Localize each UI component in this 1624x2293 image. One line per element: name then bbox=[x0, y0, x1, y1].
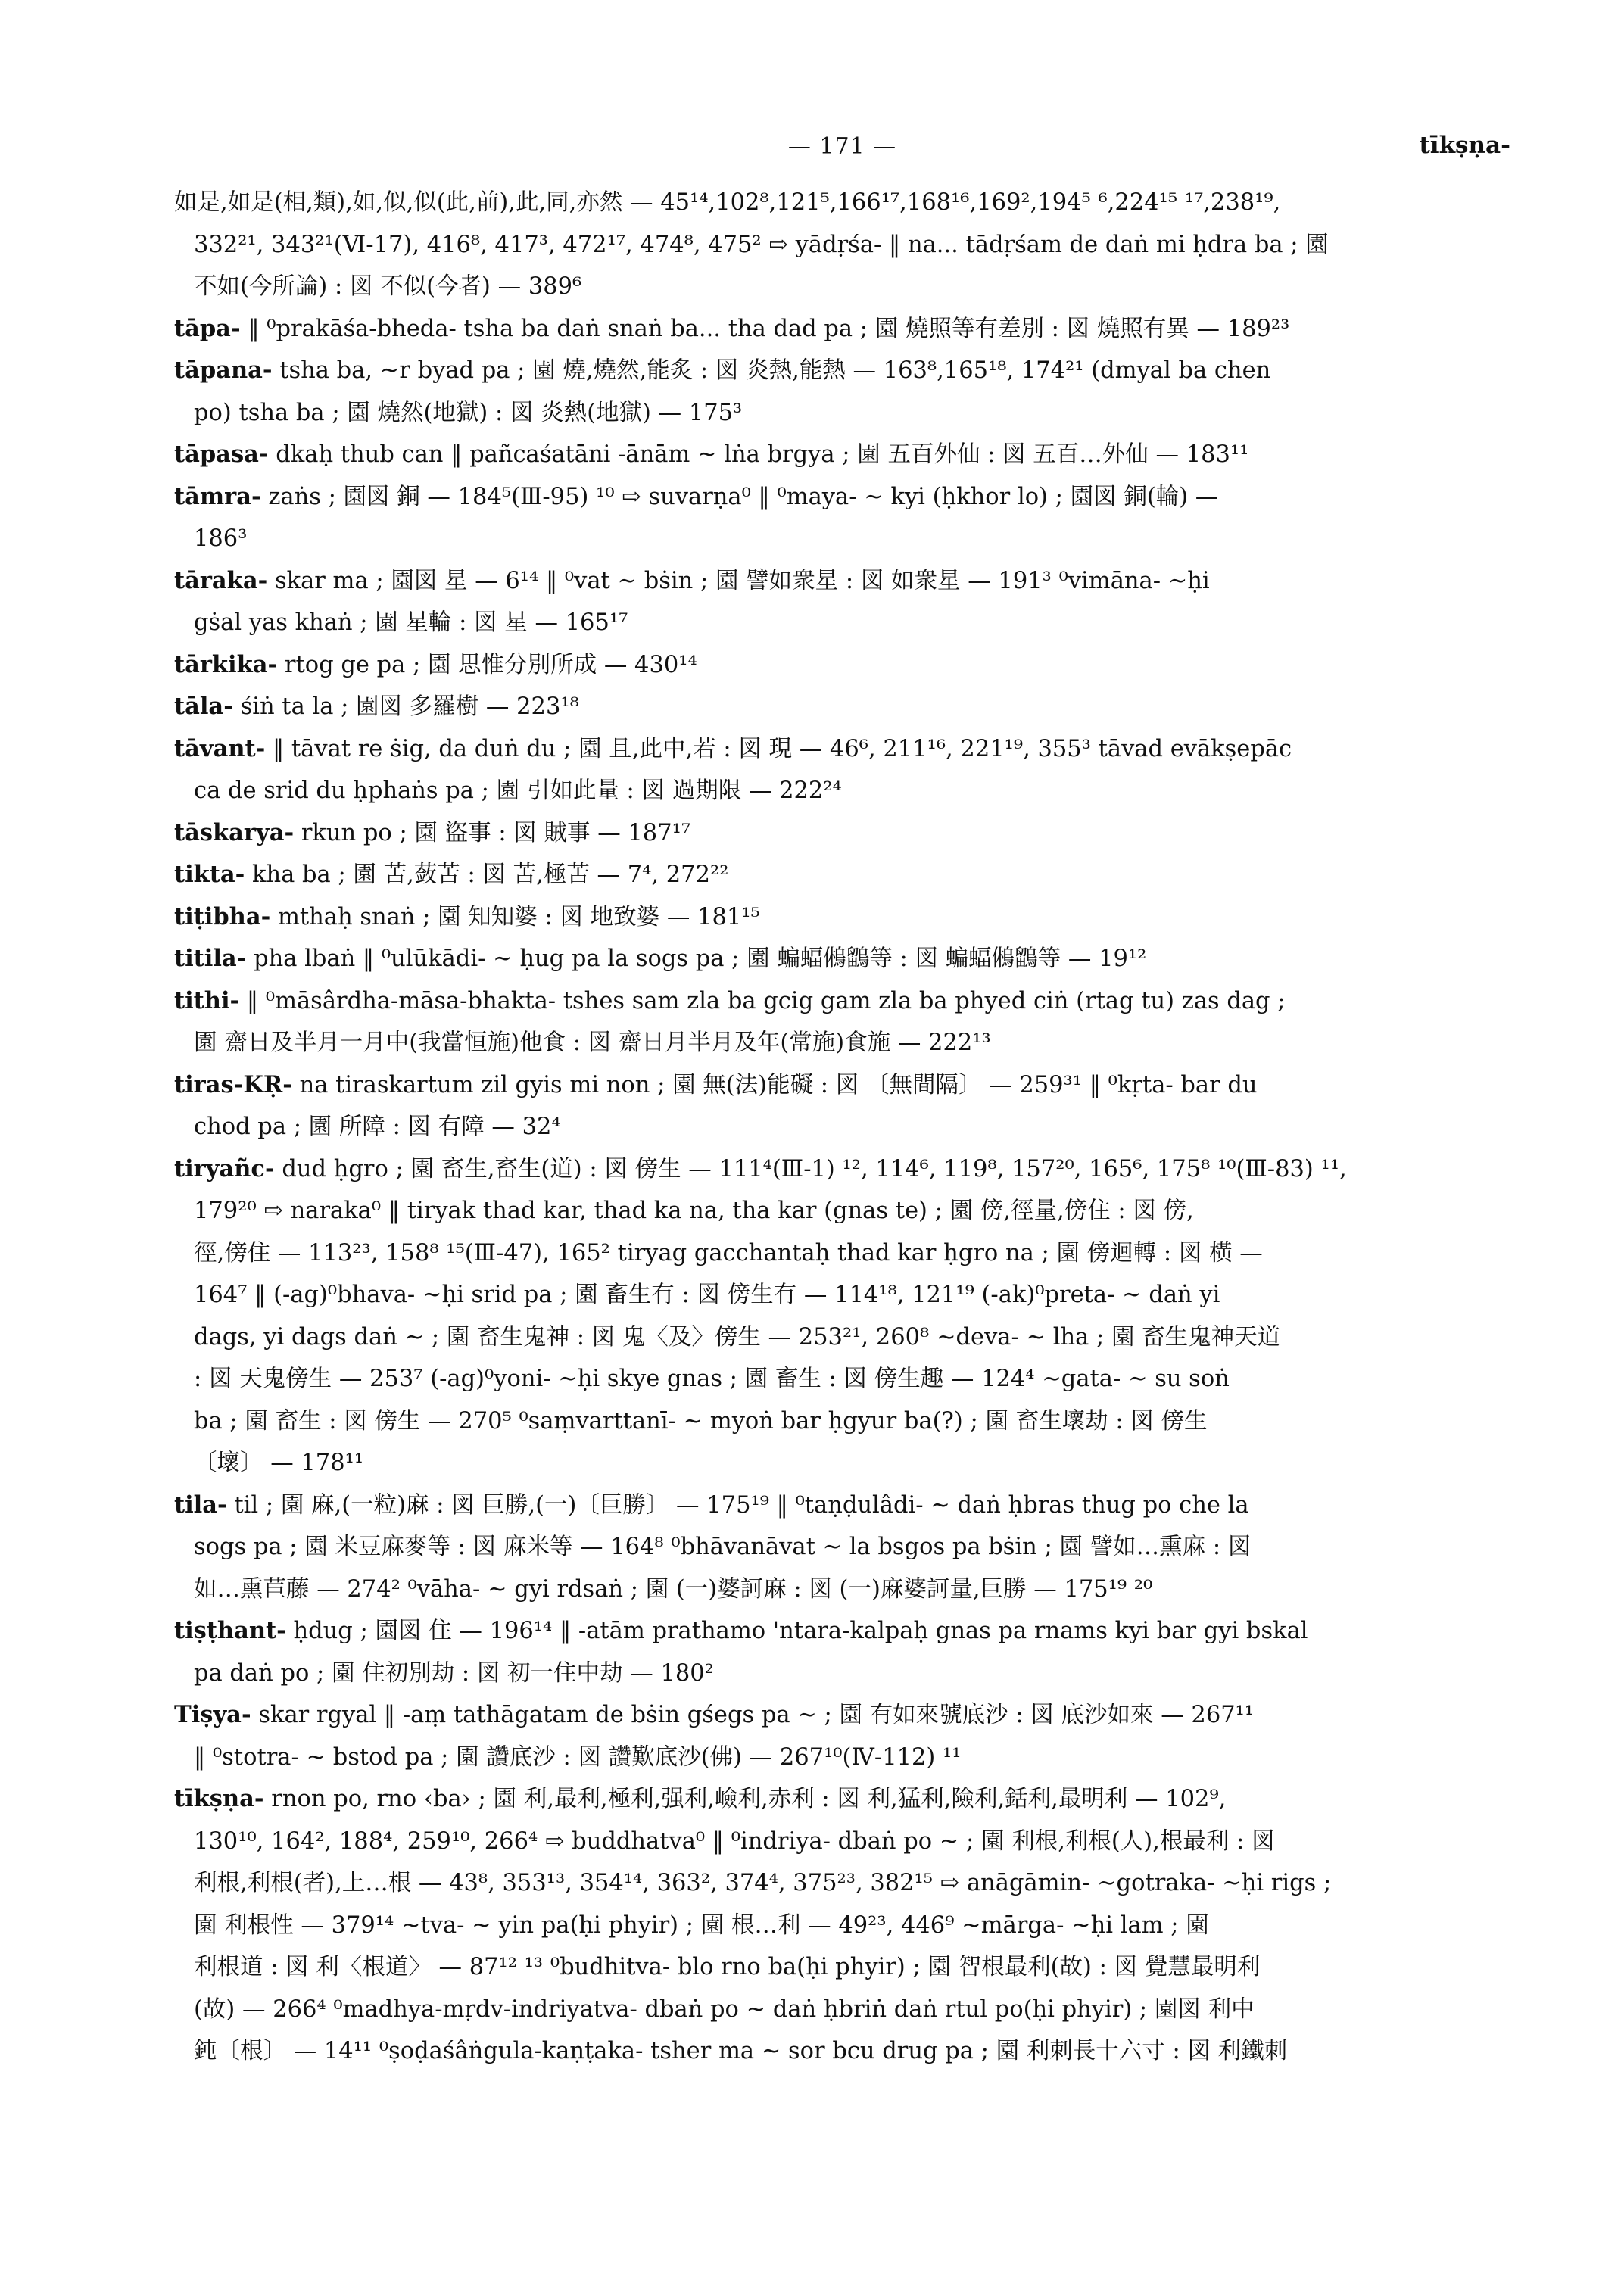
dictionary-entry bbox=[174, 1064, 1510, 1148]
entry-line: skar rgyal ‖ -aṃ tathāgatam de bṡin gśegs pa ~ ; 園 有如來號底沙 : 図 底沙如來 — 267¹¹ bbox=[258, 1702, 1255, 1728]
entry-headword: tiryañc- bbox=[174, 1154, 275, 1182]
entry-line: rtog ge pa ; 園 思惟分別所成 — 430¹⁴ bbox=[284, 651, 697, 678]
entry-line: gṡal yas khaṅ ; 園 星輪 : 図 星 — 165¹⁷ bbox=[194, 609, 628, 636]
entry-line: tsha ba, ~r byad pa ; 園 燒,燒然,能炙 : 図 炎熱,能熱 — 163⁸,165¹⁸, 174²¹ (dmyal ba chen bbox=[279, 357, 1271, 384]
dictionary-entry bbox=[174, 434, 1510, 476]
entry-headword: tāraka- bbox=[174, 566, 268, 594]
entry-line: pa daṅ po ; 園 住初別劫 : 図 初一住中劫 — 180² bbox=[194, 1659, 714, 1687]
entry-headword: tārkika- bbox=[174, 650, 278, 678]
entry-line: 164⁷ ‖ (-ag)⁰bhava- ~ḥi srid pa ; 園 畜生有 : 図 傍生有 — 114¹⁸, 121¹⁹ (-ak)⁰preta- ~ daṅ yi bbox=[194, 1282, 1220, 1308]
dictionary-entry bbox=[174, 980, 1510, 1064]
entry-line: til ; 園 麻,(一粒)麻 : 図 巨勝,(一)〔巨勝〕 — 175¹⁹ ‖ ⁰taṇḍulâdi- ~ daṅ ḥbras thug po che la bbox=[234, 1491, 1249, 1519]
entry-headword: tāpana- bbox=[174, 357, 273, 384]
entry-line: ‖ ⁰māsârdha-māsa-bhakta- tshes sam zla ba gcig gam zla ba phyed ciṅ (rtag tu) zas dag ; bbox=[246, 987, 1286, 1014]
entry-line: ‖ ⁰stotra- ~ bstod pa ; 園 讚底沙 : 図 讚歎底沙(佛) — 267¹⁰(Ⅳ-112) ¹¹ bbox=[194, 1743, 962, 1771]
dictionary-entry bbox=[174, 854, 1510, 896]
entry-headword: tāmra- bbox=[174, 482, 261, 510]
dictionary-entry bbox=[174, 1485, 1510, 1611]
entry-line: po) tsha ba ; 園 燒然(地獄) : 図 炎熱(地獄) — 175³ bbox=[194, 399, 743, 426]
entry-headword: tāla- bbox=[174, 693, 233, 720]
entry-line: 利根道 : 図 利〈根道〉 — 87¹² ¹³ ⁰budhitva- blo rno ba(ḥi phyir) ; 園 智根最利(故) : 図 覺慧最明利 bbox=[194, 1954, 1261, 1980]
entry-line: 如…熏苣藤 — 274² ⁰vāha- ~ gyi rdsaṅ ; 園 (一)婆訶麻 : 図 (一)麻婆訶量,巨勝 — 175¹⁹ ²⁰ bbox=[194, 1575, 1153, 1603]
entry-line: dkaḥ thub can ‖ pañcaśatāni -ānām ~ lṅa brgya ; 園 五百外仙 : 図 五百…外仙 — 183¹¹ bbox=[276, 441, 1249, 468]
entry-headword: tiṭibha- bbox=[174, 902, 271, 930]
dictionary-entry bbox=[174, 1610, 1510, 1694]
entry-line: 130¹⁰, 164², 188⁴, 259¹⁰, 266⁴ ⇨ buddhatva⁰ ‖ ⁰indriya- dbaṅ po ~ ; 園 利根,利根(人),根最利 : 図 bbox=[194, 1827, 1275, 1855]
dictionary-entry bbox=[174, 476, 1510, 560]
entry-headword: tāpa- bbox=[174, 314, 241, 342]
entry-headword: tila- bbox=[174, 1491, 227, 1519]
entry-line: zaṅs ; 園図 銅 — 184⁵(Ⅲ-95) ¹⁰ ⇨ suvarṇa⁰ ‖ ⁰maya- ~ kyi (ḥkhor lo) ; 園図 銅(輪) — bbox=[268, 483, 1219, 510]
entry-line: ḥdug ; 園図 住 — 196¹⁴ ‖ -atām prathamo 'ntara-kalpaḥ gnas pa rnams kyi bar gyi bskal bbox=[293, 1618, 1308, 1644]
entry-line: 如是,如是(相,類),如,似,似(此,前),此,同,亦然 — 45¹⁴,102⁸,121⁵,166¹⁷,168¹⁶,169²,194⁵ ⁶,224¹⁵ ¹⁷,238¹⁹, bbox=[174, 189, 1281, 216]
page-header bbox=[174, 129, 1510, 182]
entry-headword: tāvant- bbox=[174, 734, 266, 762]
page-number: — 171 — bbox=[787, 133, 897, 160]
dictionary-entry bbox=[174, 938, 1510, 980]
entry-line: 徑,傍住 — 113²³, 158⁸ ¹⁵(Ⅲ-47), 165² tiryag gacchantaḥ thad kar ḥgro na ; 園 傍迴轉 : 図 橫 — bbox=[194, 1239, 1263, 1266]
entry-line: 園 利根性 — 379¹⁴ ∼tva- ~ yin pa(ḥi phyir) ; 園 根…利 — 49²³, 446⁹ ∼mārga- ~ḥi lam ; 園 bbox=[194, 1911, 1209, 1939]
entry-line: 不如(今所論) : 図 不似(今者) — 389⁶ bbox=[194, 273, 582, 300]
entry-headword: tithi- bbox=[174, 986, 240, 1014]
entry-line: kha ba ; 園 苦,蔹苦 : 図 苦,極苦 — 7⁴, 272²² bbox=[252, 861, 729, 888]
dictionary-entry bbox=[174, 560, 1510, 644]
entry-line: dud ḥgro ; 園 畜生,畜生(道) : 図 傍生 — 111⁴(Ⅲ-1) ¹², 114⁶, 119⁸, 157²⁰, 165⁶, 175⁸ ¹⁰(Ⅲ-83) ¹¹, bbox=[282, 1155, 1347, 1182]
running-head: tīkṣṇa- bbox=[1419, 132, 1510, 159]
entry-headword: tāpasa- bbox=[174, 441, 269, 468]
dictionary-entry bbox=[174, 1148, 1510, 1485]
entry-line: : 図 天鬼傍生 — 253⁷ (-ag)⁰yoni- ~ḥi skye gnas ; 園 畜生 : 図 傍生趣 — 124⁴ ∼gata- ~ su soṅ bbox=[194, 1366, 1230, 1392]
dictionary-entry bbox=[174, 308, 1510, 350]
entry-line: na tiraskartum zil gyis mi non ; 園 無(法)能礙 : 図 〔無間隔〕 — 259³¹ ‖ ⁰kṛta- bar du bbox=[299, 1071, 1258, 1098]
entry-line: 園 齋日及半月一月中(我當恒施)他食 : 図 齋日月半月及年(常施)食施 — 222¹³ bbox=[194, 1030, 991, 1056]
entry-line: skar ma ; 園図 星 — 6¹⁴ ‖ ⁰vat ~ bṡin ; 園 譬如衆星 : 図 如衆星 — 191³ ⁰vimāna- ~ḥi bbox=[274, 567, 1210, 594]
entry-line: 186³ bbox=[194, 525, 248, 552]
dictionary-entry bbox=[174, 686, 1510, 728]
entry-headword: Tiṣya- bbox=[174, 1701, 251, 1728]
dictionary-entry bbox=[174, 728, 1510, 812]
entry-line: ca de srid du ḥphaṅs pa ; 園 引如此量 : 図 過期限 — 222²⁴ bbox=[194, 777, 842, 804]
entry-list bbox=[174, 182, 1510, 2073]
dictionary-entry bbox=[174, 1778, 1510, 2073]
entry-line: 鈍〔根〕 — 14¹¹ ⁰ṣoḍaśâṅgula-kaṇṭaka- tsher ma ~ sor bcu drug pa ; 園 利刺長十六寸 : 図 利鐵刺 bbox=[194, 2038, 1288, 2064]
entry-line: 332²¹, 343²¹(Ⅵ-17), 416⁸, 417³, 472¹⁷, 474⁸, 475² ⇨ yādṛśa- ‖ na... tādṛśam de daṅ mi ḥdra ba ; 園 bbox=[194, 231, 1329, 258]
entry-line: mthaḥ snaṅ ; 園 知知婆 : 図 地致婆 — 181¹⁵ bbox=[277, 903, 760, 930]
dictionary-entry bbox=[174, 182, 1510, 308]
entry-line: 利根,利根(者),上…根 — 43⁸, 353¹³, 354¹⁴, 363², 374⁴, 375²³, 382¹⁵ ⇨ anāgāmin- ∼gotraka- ~ḥi rigs ; bbox=[194, 1870, 1332, 1896]
entry-line: ‖ ⁰prakāśa-bheda- tsha ba daṅ snaṅ ba... tha dad pa ; 園 燒照等有差別 : 図 燒照有異 — 189²³ bbox=[248, 315, 1290, 342]
dictionary-entry bbox=[174, 644, 1510, 687]
entry-headword: tīkṣṇa- bbox=[174, 1785, 264, 1812]
dictionary-entry bbox=[174, 350, 1510, 434]
entry-headword: titila- bbox=[174, 945, 247, 972]
entry-line: ba ; 園 畜生 : 図 傍生 — 270⁵ ⁰saṃvarttanī- ~ myoṅ bar ḥgyur ba(?) ; 園 畜生壞劫 : 図 傍生 bbox=[194, 1407, 1208, 1435]
entry-line: śiṅ ta la ; 園図 多羅樹 — 223¹⁸ bbox=[240, 693, 579, 720]
entry-headword: tiras-KṚ- bbox=[174, 1070, 292, 1098]
entry-line: chod pa ; 園 所障 : 図 有障 — 32⁴ bbox=[194, 1114, 561, 1140]
entry-line: (故) — 266⁴ ⁰madhya-mṛdv-indriyatva- dbaṅ po ~ daṅ ḥbriṅ daṅ rtul po(ḥi phyir) ; 園図 利中 bbox=[194, 1995, 1255, 2023]
entry-headword: tiṣṭhant- bbox=[174, 1617, 286, 1644]
entry-line: 〔壞〕 — 178¹¹ bbox=[194, 1450, 364, 1476]
entry-headword: tikta- bbox=[174, 861, 245, 888]
entry-headword: tāskarya- bbox=[174, 818, 295, 846]
entry-line: pha lbaṅ ‖ ⁰ulūkādi- ~ ḥug pa la sogs pa ; 園 蝙蝠鵂鶹等 : 図 蝙蝠鵂鶹等 — 19¹² bbox=[254, 946, 1147, 972]
entry-line: dags, yi dags daṅ ~ ; 園 畜生鬼神 : 図 鬼〈及〉傍生 — 253²¹, 260⁸ ∼deva- ~ lha ; 園 畜生鬼神天道 bbox=[194, 1323, 1281, 1351]
entry-line: sogs pa ; 園 米豆麻麥等 : 図 麻米等 — 164⁸ ⁰bhāvanāvat ~ la bsgos pa bṡin ; 園 譬如…熏麻 : 図 bbox=[194, 1534, 1252, 1560]
entry-line: 179²⁰ ⇨ naraka⁰ ‖ tiryak thad kar, thad ka na, tha kar (gnas te) ; 園 傍,徑量,傍住 : 図 傍, bbox=[194, 1198, 1194, 1224]
dictionary-entry bbox=[174, 812, 1510, 855]
dictionary-entry bbox=[174, 1694, 1510, 1778]
dictionary-entry bbox=[174, 896, 1510, 939]
entry-line: ‖ tāvat re ṡig, da duṅ du ; 園 且,此中,若 : 図 現 — 46⁶, 211¹⁶, 221¹⁹, 355³ tāvad evākṣepāc bbox=[272, 735, 1292, 762]
entry-line: rkun po ; 園 盜事 : 図 賊事 — 187¹⁷ bbox=[301, 819, 691, 846]
entry-line: rnon po, rno ‹ba› ; 園 利,最利,極利,强利,嶮利,赤利 : 図 利,猛利,險利,銛利,最明利 — 102⁹, bbox=[271, 1786, 1227, 1812]
